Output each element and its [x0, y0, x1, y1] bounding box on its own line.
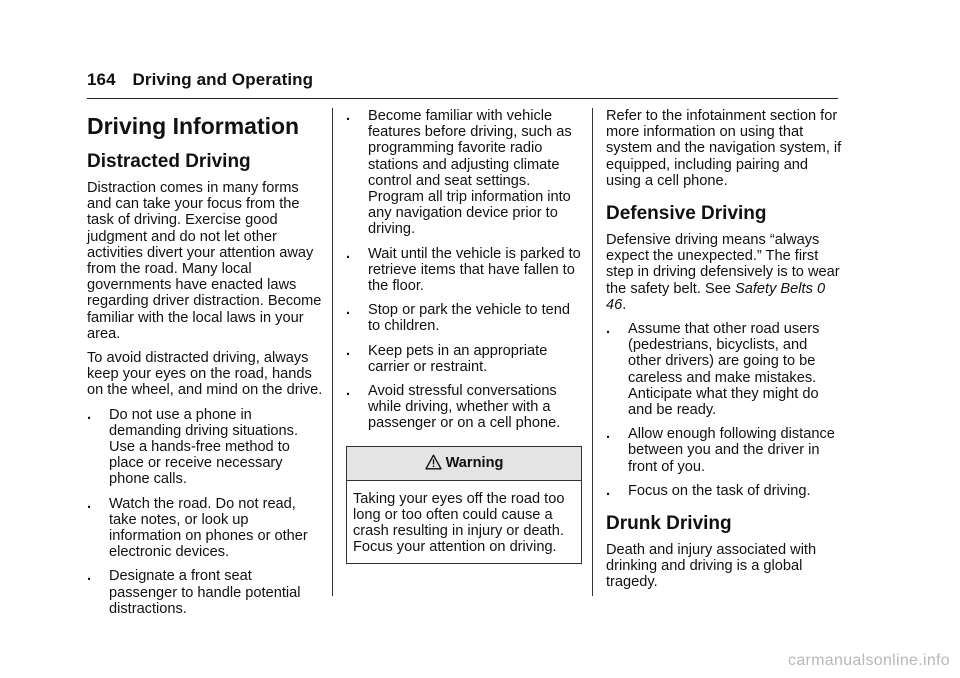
list-item: . Keep pets in an appropriate carrier or restraint.: [346, 342, 548, 375]
paragraph: Distraction comes in many forms and can take your focus from the task of driving. Exercise good judgment and do not let other activities divert your attention away from the road. Many local governments have enacted laws regarding driver distraction. Become familiar with the local laws in your area.: [87, 180, 322, 342]
list-item: . Avoid stressful conversations while driving, whether with a passenger or on a cell phone.: [346, 383, 561, 432]
heading-drunk-driving: Drunk Driving: [606, 513, 732, 535]
heading-distracted-driving: Distracted Driving: [87, 151, 251, 172]
bullet-glyph: .: [346, 108, 351, 124]
bullet-glyph: .: [346, 342, 351, 359]
bullet-glyph: .: [346, 383, 351, 400]
bullet-glyph: .: [606, 321, 611, 338]
warning-body: Taking your eyes off the road too long or too often could cause a crash resulting in injury or death. Focus your attention on driving.: [353, 490, 565, 556]
list-item: . Do not use a phone in demanding driving situations. Use a hands-free method to place or receive necessary phone calls.: [87, 406, 299, 488]
bullet-glyph: .: [606, 482, 611, 499]
warning-triangle-icon: [425, 454, 442, 470]
cross-reference-page[interactable]: 46: [606, 296, 623, 313]
heading-defensive-driving: Defensive Driving: [606, 203, 767, 225]
list-item: . Watch the road. Do not read, take notes, or look up information on phones or other electronic devices.: [87, 495, 308, 561]
list-item: . Stop or park the vehicle to tend to children.: [346, 302, 571, 335]
column-divider-2: [592, 108, 593, 596]
page-number: 164: [87, 70, 116, 89]
bullet-list: [346, 108, 582, 432]
page-arrow-icon: 0: [816, 280, 826, 297]
list-item: . Become familiar with vehicle features before driving, such as programming favorite radio stations and adjusting climate control and seat settings. Program all trip information into any navigation device prior to driving.: [346, 108, 572, 238]
chapter-title: Driving and Operating: [132, 70, 314, 89]
watermark: carmanualsonline.info: [788, 652, 950, 669]
warning-title: Warning: [445, 454, 504, 471]
bullet-glyph: .: [346, 245, 351, 262]
header-rule: [87, 98, 838, 99]
bullet-glyph: .: [346, 302, 351, 319]
bullet-glyph: .: [87, 406, 92, 423]
page-header: [87, 70, 313, 90]
column-divider-1: [332, 108, 333, 596]
column-2: [346, 108, 582, 564]
section-title: Driving Information: [87, 113, 300, 139]
column-1: [87, 108, 323, 625]
warning-box: [346, 446, 582, 565]
column-3: [606, 108, 842, 599]
bullet-list: [606, 321, 842, 499]
paragraph: To avoid distracted driving, always keep your eyes on the road, hands on the wheel, and mind on the drive.: [87, 350, 323, 399]
bullet-glyph: .: [606, 426, 611, 443]
list-item: . Allow enough following distance between you and the driver in front of you.: [606, 426, 835, 475]
cross-reference-link[interactable]: Safety Belts: [735, 280, 813, 297]
paragraph: Death and injury associated with drinking and driving is a global tragedy.: [606, 542, 817, 591]
list-item: . Wait until the vehicle is parked to retrieve items that have fallen to the floor.: [346, 245, 581, 295]
list-item: . Designate a front seat passenger to handle potential distractions.: [87, 568, 301, 617]
bullet-glyph: .: [87, 568, 92, 585]
warning-header: [347, 447, 581, 481]
bullet-list: [87, 407, 323, 617]
paragraph: Refer to the infotainment section for more information on using that system and the navigation system, if equipped, including pairing and using a cell phone.: [606, 108, 842, 189]
paragraph: Defensive driving means “always expect the unexpected.” The first step in driving defensively is to wear the safety belt. See Safety Belts 0 46.: [606, 232, 840, 313]
list-item: . Assume that other road users (pedestrians, bicyclists, and other drivers) are going to be careless and make mistakes. Anticipate what they might do and be ready.: [606, 321, 820, 419]
bullet-glyph: .: [87, 495, 92, 512]
list-item: . Focus on the task of driving.: [606, 482, 811, 499]
